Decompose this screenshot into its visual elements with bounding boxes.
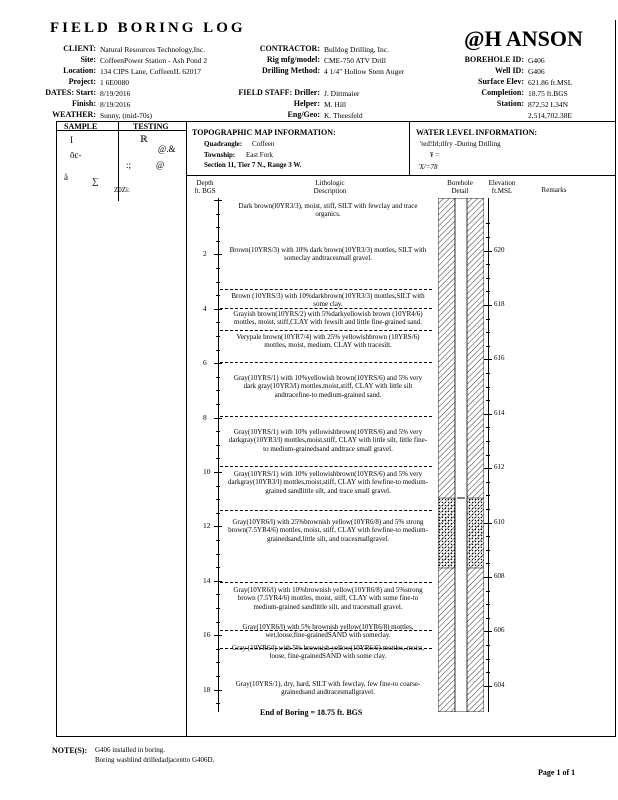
lithology-description: Grayish brown(10YRS/2) with 5%darkyellowish brown (10YR4/6) mottles, moist, stiff,CLAY with fewsilt and little fine-grained sand.: [233, 310, 423, 327]
lithology-description: Dark brown(l0YR3/3), moist, stiff, SILT with fewclay and trace organics.: [238, 202, 418, 219]
depth-tick: [216, 622, 220, 623]
depth-tick: [216, 268, 220, 269]
elevation-tick: [486, 237, 490, 238]
lithology-description: Gray(10YR6/l) with 25%brownish yellow(10YR6/8) and 5% strong brown(7.5YR4/6) mottles, moist, stiff, CLAY with fewfine-to medium-grainedsand,little silt, and tracesmallgravel.: [228, 518, 428, 543]
bottom-border: [56, 736, 616, 737]
elevation-tick: [484, 523, 492, 524]
depth-tick: [216, 390, 220, 391]
elevation-tick: [486, 536, 490, 537]
elevation-tick: [486, 455, 490, 456]
depth-tick: [216, 458, 220, 459]
header-mid-value: J. Dittmaier: [324, 89, 360, 98]
depth-label: 14: [203, 575, 211, 585]
depth-tick: [216, 445, 220, 446]
elevation-tick: [486, 672, 490, 673]
header-left-label: DATES: Start:: [45, 88, 96, 97]
depth-label: 8: [203, 412, 207, 422]
lithology-description: Gray(10YRS/1), dry, hard, SILT with fewclay, few fine-to coarse-grainedsand andtracesmallgravel.: [235, 680, 421, 697]
depth-tick: [214, 200, 222, 201]
depth-tick: [216, 540, 220, 541]
section-line: Section 11, Tier 7 N., Range 3 W.: [204, 161, 302, 169]
lithology-description: Gray(10YRS/1) with 10%yellowish brown(10YRS/6) and 5% very dark gray(10YR3/l) mottles,moist,stiff, CLAY with little silt andtracefine-to medium-grained sand.: [233, 374, 423, 399]
water-note: 'X/=78: [418, 163, 438, 171]
header-right-label: Station:: [496, 99, 524, 108]
note-1: G406 installed in boring.: [95, 746, 165, 754]
header-right-value: 621.86 ft.MSL: [528, 78, 573, 87]
right-border: [615, 20, 616, 737]
header-right-value: 872,52 L34N: [528, 100, 568, 109]
depth-tick: [216, 404, 220, 405]
company-logo: @H ANSON: [464, 26, 583, 51]
elevation-tick: [486, 387, 490, 388]
scan-mark: I: [70, 135, 73, 145]
sample-header: SAMPLE: [64, 122, 98, 131]
map-water-divider: [409, 121, 410, 175]
depth-tick: [214, 363, 222, 364]
water-symbol: ¥ =: [430, 151, 440, 159]
testing-divider: [186, 121, 187, 736]
layer-boundary: [220, 416, 432, 417]
lithology-description: Gray (10YR6/l) with 5% brownish yellow(10YR6/6) mottles, moist, loose, fine-grainedSAND with some clay.: [232, 644, 424, 661]
header-mid-value: 4 1/4" Hollow Stem Auger: [324, 67, 405, 76]
header-right-value: G406: [528, 67, 545, 76]
note-2: Boring wasblind drilledadjacentto G406D.: [95, 756, 215, 764]
testing-header: TESTING: [133, 122, 169, 131]
lithology-description: Gray(10YRS/1) with 10% yellowishbrown(10YRS/6) and 5% very darkgray(10YR3/l) mottles,moist,stiff, CLAY with little silt, little fine-to medium-grainedsand andtrace small gravel.: [228, 428, 428, 453]
water-line: 'ted!Irl;tlfry -During Drilling: [420, 140, 501, 148]
header-right-value: G406: [528, 56, 545, 65]
scan-mark: ä: [64, 172, 68, 182]
elevation-tick: [484, 305, 492, 306]
header-mid-label: Rig mfg/model:: [266, 55, 320, 64]
elevation-tick: [486, 618, 490, 619]
borehole-detail: [438, 198, 484, 712]
depth-tick: [216, 608, 220, 609]
depth-tick: [214, 526, 222, 527]
column-header-divider: [186, 175, 616, 176]
header-mid-value: M. Hill: [324, 100, 347, 109]
elevation-tick: [484, 686, 492, 687]
depth-tick: [216, 295, 220, 296]
scan-mark: ōc-: [70, 150, 82, 160]
header-right-label: Completion:: [481, 88, 524, 97]
quadrangle-label: Quadrangle:: [204, 140, 243, 148]
header-left-value: CoffeenPower Station - Ash Pond 2: [100, 56, 208, 65]
notes-label: NOTE(S):: [52, 746, 88, 755]
depth-tick: [216, 499, 220, 500]
filter-pack-left: [438, 498, 455, 568]
scan-mark: Z0Zi:: [114, 186, 130, 194]
page-number: Page 1 of 1: [538, 768, 576, 777]
elevation-tick: [486, 659, 490, 660]
depth-tick: [216, 336, 220, 337]
elevation-tick: [486, 291, 490, 292]
depth-label: 18: [203, 684, 211, 694]
elevation-tick: [486, 604, 490, 605]
depth-tick: [216, 350, 220, 351]
layer-boundary: [220, 330, 432, 331]
header-mid-value: Bulldog Drilling, Inc.: [324, 45, 389, 54]
depth-tick: [214, 472, 222, 473]
layer-boundary: [220, 308, 432, 309]
elevation-tick: [486, 427, 490, 428]
document-title: FIELD BORING LOG: [50, 20, 246, 36]
township-label: Township:: [204, 151, 236, 159]
depth-label: 2: [203, 249, 207, 259]
remarks-column-header: Remarks: [541, 186, 567, 194]
depth-tick: [216, 377, 220, 378]
scan-mark: ∑: [92, 176, 99, 186]
header-left-label: Site:: [80, 55, 96, 64]
header-left-label: Finish:: [71, 99, 96, 108]
scan-mark: :;: [126, 160, 132, 170]
lithology-description: Brown(10YRS/3) with 10% dark brown(10YR3/3) mottles, SILT with someclay andtracesmall gravel.: [229, 246, 427, 263]
header-right-label: Well ID:: [494, 66, 524, 75]
elevation-tick: [484, 251, 492, 252]
depth-tick: [216, 214, 220, 215]
header-left-value: 8/19/2016: [100, 89, 131, 98]
header-mid-label: FIELD STAFF: Driller:: [238, 88, 320, 97]
elevation-label: 614: [494, 408, 505, 417]
elevation-tick: [484, 414, 492, 415]
end-of-boring: End of Boring = 18.75 ft. BGS: [260, 708, 363, 717]
layer-boundary: [220, 510, 432, 511]
elevation-label: 610: [494, 517, 505, 526]
elevation-tick: [486, 223, 490, 224]
elevation-tick: [486, 591, 490, 592]
elevation-tick: [486, 278, 490, 279]
elevation-label: 612: [494, 463, 505, 472]
elevation-column-header: Elevation ft.MSL: [488, 179, 516, 195]
depth-tick: [216, 554, 220, 555]
header-mid-label: Helper:: [293, 99, 320, 108]
elevation-tick: [486, 264, 490, 265]
depth-label: 10: [203, 467, 211, 476]
topo-title: TOPOGRAPHIC MAP INFORMATION:: [192, 128, 336, 137]
header-left-label: Location:: [63, 66, 96, 75]
depth-tick: [216, 241, 220, 242]
elevation-label: 608: [494, 571, 505, 580]
depth-tick: [216, 227, 220, 228]
elevation-tick: [486, 509, 490, 510]
depth-tick: [216, 431, 220, 432]
header-mid-label: CONTRACTOR:: [259, 44, 320, 53]
elevation-tick: [486, 373, 490, 374]
header-right-value: 18.75 ft.BGS: [528, 89, 568, 98]
layer-boundary: [220, 466, 432, 467]
elevation-tick: [486, 645, 490, 646]
scan-mark: @: [156, 160, 165, 170]
depth-tick: [214, 635, 222, 636]
depth-tick: [216, 567, 220, 568]
quadrangle-value: Coffeen: [252, 140, 275, 148]
lithology-description: Gray(10YRS/1) with 10% yellowishbrown(10YRS/6) and 5% very darkgray(10YR3/l) mottles,moist,stiff, CLAY with fewfine-to medium-grained sandlittle silt, and trace small gravel.: [228, 470, 428, 495]
layer-boundary: [220, 362, 432, 363]
water-title: WATER LEVEL INFORMATION:: [416, 128, 538, 137]
header-left-value: 134 CIPS Lane, CoffeenIL 62017: [100, 67, 202, 76]
header-mid-label: Eng/Geo:: [287, 110, 320, 119]
elevation-label: 616: [494, 354, 505, 363]
elevation-tick: [484, 577, 492, 578]
depth-tick: [216, 703, 220, 704]
depth-tick: [216, 594, 220, 595]
header-left-value: 1 6E0080: [100, 78, 129, 87]
header-right-label: BOREHOLE ID:: [464, 55, 524, 64]
elevation-tick: [484, 631, 492, 632]
depth-tick: [216, 513, 220, 514]
elevation-tick: [486, 495, 490, 496]
header-mid-value: CME-750 ATV Drill: [324, 56, 386, 65]
scan-mark: @.&: [158, 144, 176, 154]
left-border: [56, 121, 57, 737]
elevation-tick: [484, 468, 492, 469]
header-left-value: 8/19/2016: [100, 100, 131, 109]
elevation-label: 618: [494, 299, 505, 308]
layer-boundary: [220, 289, 432, 290]
header-left-value: Natural Resources Technology,Inc.: [100, 45, 206, 54]
layer-boundary: [220, 630, 432, 631]
depth-tick: [214, 418, 222, 419]
elevation-label: 620: [494, 245, 505, 254]
township-value: East Fork: [246, 151, 274, 159]
lithology-description: Verypale brown(10YR7/4) with 25% yellowishbrown (10YRS/6) mottles, moist, medium, CLAY with tracesilt.: [236, 333, 420, 350]
elevation-tick: [486, 563, 490, 564]
header-left-label: Project:: [68, 77, 96, 86]
depth-label: 4: [203, 303, 207, 313]
depth-tick: [216, 322, 220, 323]
filter-pack-right: [467, 498, 484, 568]
borehole-column-header: Borehole Detail: [447, 179, 473, 195]
header-left-label: CLIENT:: [63, 44, 96, 53]
header-left-value: Sunny, (mid-70s): [100, 111, 153, 120]
elevation-tick: [486, 550, 490, 551]
depth-tick: [214, 254, 222, 255]
scan-mark: ℝ: [140, 134, 148, 144]
depth-label: 12: [203, 521, 211, 531]
well-casing: [455, 198, 467, 712]
elevation-tick: [486, 441, 490, 442]
layer-boundary: [220, 648, 432, 649]
depth-tick: [216, 676, 220, 677]
elevation-tick: [486, 332, 490, 333]
elevation-tick: [486, 482, 490, 483]
depth-tick: [216, 486, 220, 487]
lithology-description: Gray(10YR6/l) with 10%brownish yellow(10YR6/8) and 5%strong brown (7.5YR4/6) mottles, moist, stiff, CLAY with some fine-to medium-grained sandlittle silt, and tracesmall gravel.: [233, 586, 423, 611]
layer-boundary: [220, 582, 432, 583]
depth-column-header: Depth ft. BGS: [194, 179, 216, 195]
lithology-column-header: Lithologic Description: [313, 179, 347, 195]
elevation-label: 606: [494, 626, 505, 635]
depth-tick: [216, 662, 220, 663]
elevation-tick: [484, 359, 492, 360]
header-left-label: WEATHER:: [52, 110, 96, 119]
header-right-label: Surface Elev:: [478, 77, 524, 86]
elevation-tick: [486, 319, 490, 320]
header-mid-label: Drilling Method:: [262, 66, 320, 75]
depth-tick: [214, 690, 222, 691]
elevation-label: 604: [494, 680, 505, 689]
elevation-tick: [486, 400, 490, 401]
lithology-description: Gray(10YR6/l) with 5% brownish yellow(10YR6/8) mottles, wet,loose,fine-grainedSAND with someclay.: [242, 623, 414, 640]
depth-tick: [216, 282, 220, 283]
depth-label: 16: [203, 630, 211, 640]
header-mid-value: K. Theesfeld: [324, 111, 363, 120]
lithology-description: Brown (10YRS/3) with 10%darkbrown(10YR3/3) mottles,SILT with some clay.: [231, 292, 425, 309]
elevation-tick: [486, 346, 490, 347]
header-right-value: 2,514,702.38E: [528, 111, 572, 120]
depth-label: 6: [203, 358, 207, 368]
